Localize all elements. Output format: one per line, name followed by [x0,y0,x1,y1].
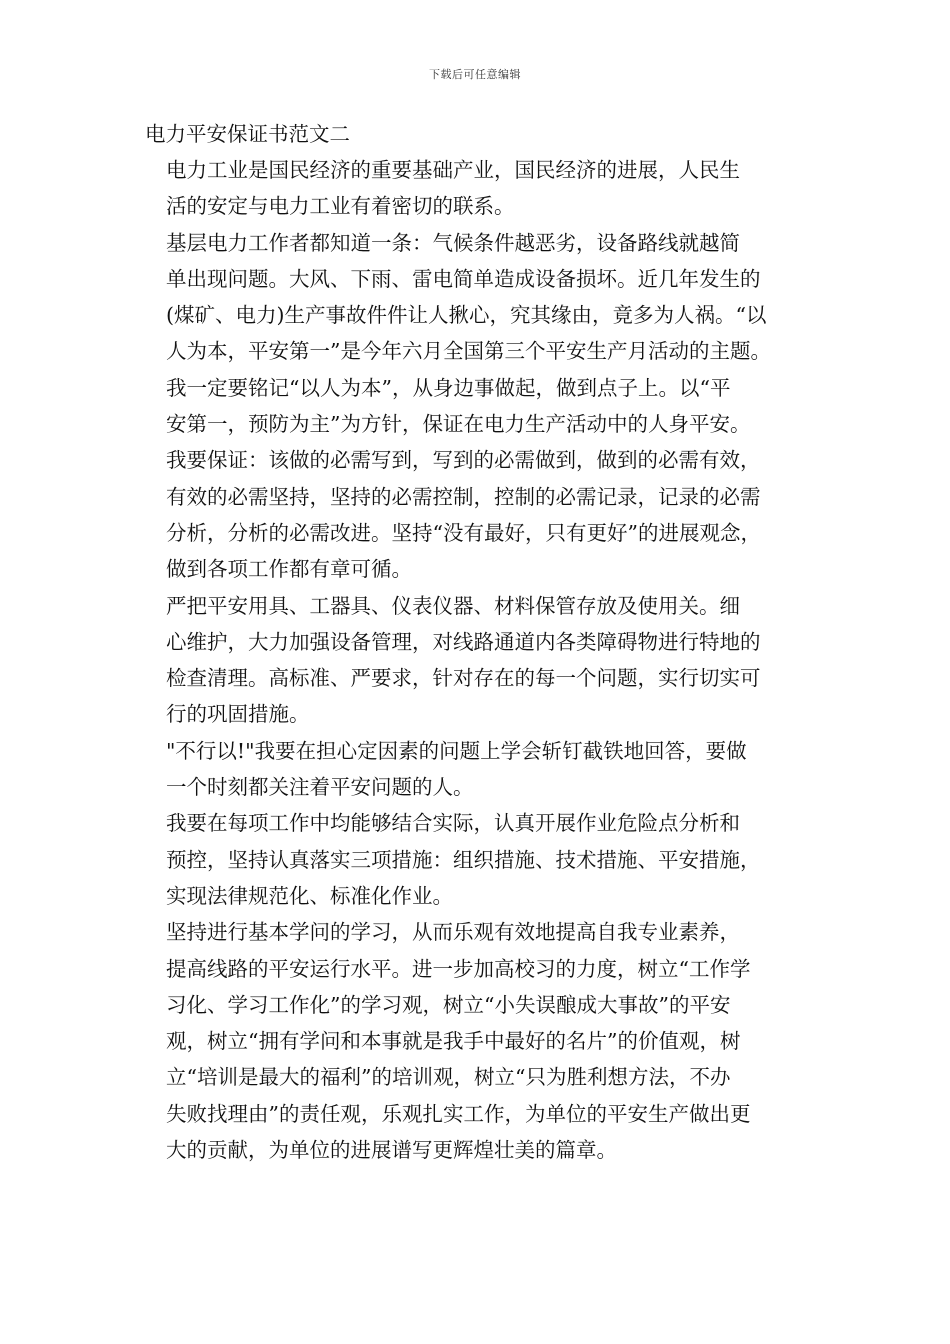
header-note: 下载后可任意编辑 [429,68,521,81]
paragraph [145,225,810,443]
paragraph-line: 单出现问题。大风、下雨、雷电简单造成设备损坏。近几年发生的 [166,266,761,291]
paragraph-line: 行的巩固措施。 [166,702,310,727]
paragraph-line: 我要在每项工作中均能够结合实际，认真开展作业危险点分析和 [166,811,740,836]
paragraph-line: "不行以!"我要在担心定因素的问题上学会斩钉截铁地回答，要做 [166,738,747,763]
paragraph [145,442,810,587]
paragraph-line: 严把平安用具、工器具、仪表仪器、材料保管存放及使用关。细 [166,593,740,618]
paragraph-line: 观，树立“拥有学问和本事就是我手中最好的名片”的价值观，树 [166,1029,741,1054]
paragraph-line: 我要保证：该做的必需写到，写到的必需做到，做到的必需有效， [166,448,761,473]
paragraph-line: 人为本，平安第一”是今年六月全国第三个平安生产月活动的主题。 [166,339,771,364]
paragraph-line: 提高线路的平安运行水平。进一步加高校习的力度，树立“工作学 [166,956,751,981]
paragraph [145,733,810,806]
paragraph [145,914,810,1168]
paragraph-line: 做到各项工作都有章可循。 [166,557,412,582]
paragraph [145,588,810,733]
paragraph [145,152,810,225]
paragraph-list [145,152,810,1168]
paragraph-line: (煤矿、电力)生产事故件件让人揪心，究其缘由，竟多为人祸。“以 [166,303,767,328]
paragraph-line: 预控，坚持认真落实三项措施：组织措施、技术措施、平安措施， [166,847,761,872]
paragraph-line: 我一定要铭记“以人为本”，从身边事做起，做到点子上。以“平 [166,375,731,400]
paragraph-line: 检查清理。高标准、严要求，针对存在的每一个问题，实行切实可 [166,666,761,691]
paragraph-line: 失败找理由”的责任观，乐观扎实工作，为单位的平安生产做出更 [166,1101,751,1126]
paragraph-line: 分析，分析的必需改进。坚持“没有最好，只有更好”的进展观念， [166,520,761,545]
paragraph-line: 心维护，大力加强设备管理，对线路通道内各类障碍物进行特地的 [166,629,761,654]
paragraph-line: 基层电力工作者都知道一条：气候条件越恶劣，设备路线就越简 [166,230,740,255]
paragraph-line: 活的安定与电力工业有着密切的联系。 [166,194,515,219]
paragraph-line: 一个时刻都关注着平安问题的人。 [166,775,474,800]
paragraph-line: 大的贡献，为单位的进展谱写更辉煌壮美的篇章。 [166,1138,617,1163]
paragraph-line: 坚持进行基本学问的学习，从而乐观有效地提高自我专业素养， [166,920,740,945]
paragraph-line: 习化、学习工作化”的学习观，树立“小失误酿成大事故”的平安 [166,992,731,1017]
paragraph-line: 电力工业是国民经济的重要基础产业，国民经济的进展，人民生 [166,158,740,182]
document-title: 电力平安保证书范文二 [145,122,350,146]
paragraph-line: 安第一，预防为主”为方针，保证在电力生产活动中的人身平安。 [166,412,751,437]
paragraph-line: 立“培训是最大的福利”的培训观，树立“只为胜利想方法，不办 [166,1065,731,1090]
paragraph-line: 实现法律规范化、标准化作业。 [166,883,453,908]
document-body [145,116,810,1168]
paragraph [145,805,810,914]
paragraph-line: 有效的必需坚持，坚持的必需控制，控制的必需记录，记录的必需 [166,484,761,509]
